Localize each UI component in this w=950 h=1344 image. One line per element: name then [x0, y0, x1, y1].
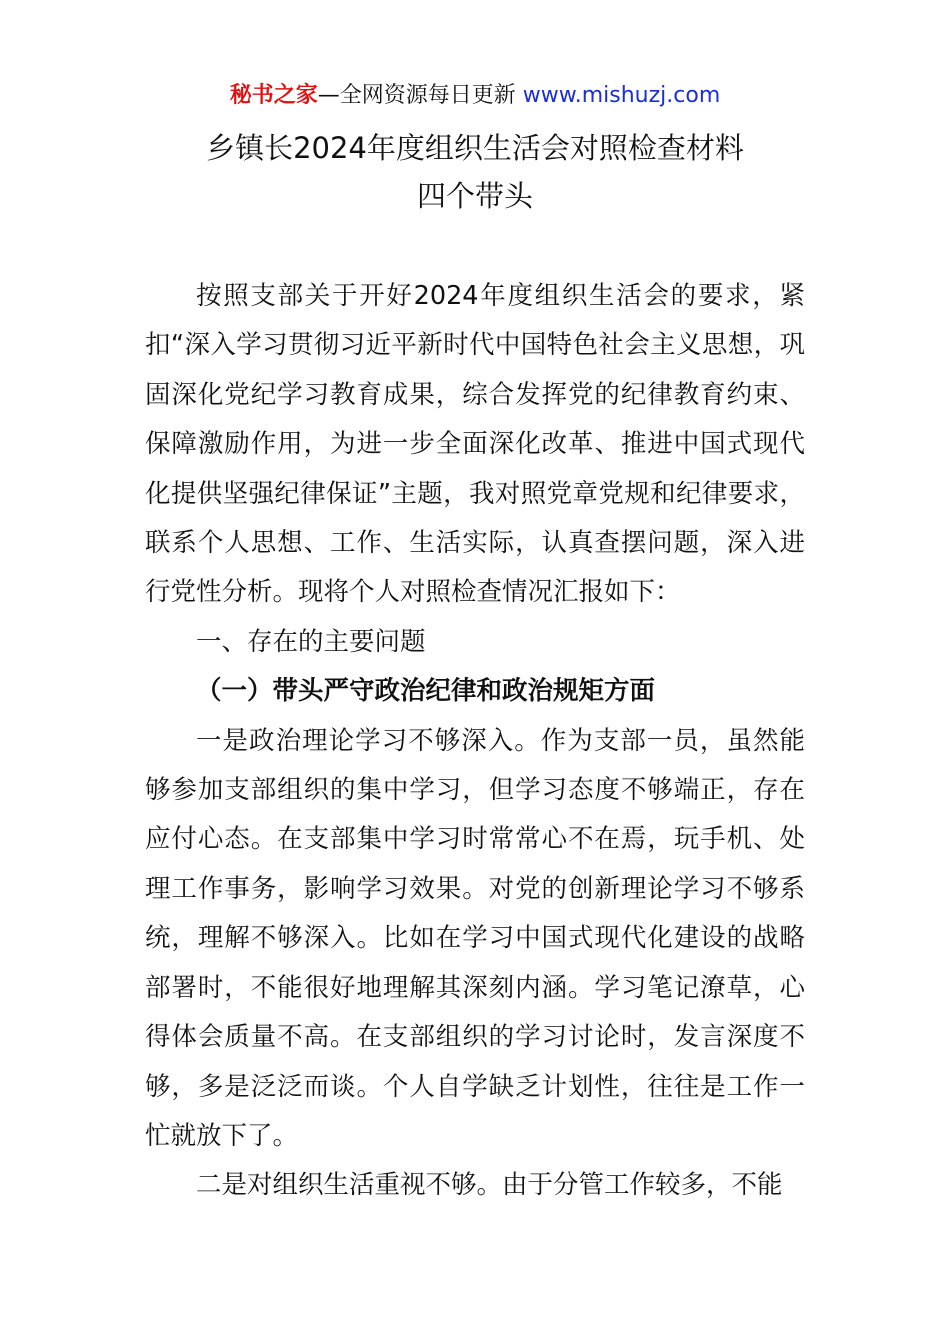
site-name: 秘书之家 — [229, 83, 318, 108]
body-paragraph: 二是对组织生活重视不够。由于分管工作较多，不能 — [196, 1170, 783, 1201]
body-paragraph: 一是政治理论学习不够深入。作为支部一员，虽然能够参加支部组织的集中学习，但学习态度不够端正，存在应付心态。在支部集中学习时常常心不在焉，玩手机、处理工作事务，影响学习效果。对党的创新理论学习不够系统，理解不够深入。比如在学习中国式现代化建设的战略部署时，不能很好地理解其深刻内涵。学习笔记潦草，心得体会质量不高。在支部组织的学习讨论时，发言深度不够，多是泛泛而谈。个人自学缺乏计划性，往往是工作一忙就放下了。 — [145, 725, 805, 1151]
document-title: 乡镇长2024年度组织生活会对照检查材料 — [206, 131, 744, 165]
section-heading: 一、存在的主要问题 — [196, 626, 426, 657]
document-body — [145, 272, 805, 1211]
subsection-heading: （一）带头严守政治纪律和政治规矩方面 — [196, 676, 656, 707]
site-url-link[interactable]: www.mishuzj.com — [522, 83, 721, 108]
site-tagline: —全网资源每日更新 — [317, 83, 523, 108]
site-header — [0, 80, 950, 112]
document-subtitle: 四个带头 — [416, 179, 533, 213]
intro-paragraph: 按照支部关于开好2024年度组织生活会的要求，紧扣“深入学习贯彻习近平新时代中国特色社会主义思想，巩固深化党纪学习教育成果，综合发挥党的纪律教育约束、保障激励作用，为进一步全面深化改革、推进中国式现代化提供坚强纪律保证”主题，我对照党章党规和纪律要求，联系个人思想、工作、生活实际，认真查摆问题，深入进行党性分析。现将个人对照检查情况汇报如下： — [145, 281, 805, 608]
